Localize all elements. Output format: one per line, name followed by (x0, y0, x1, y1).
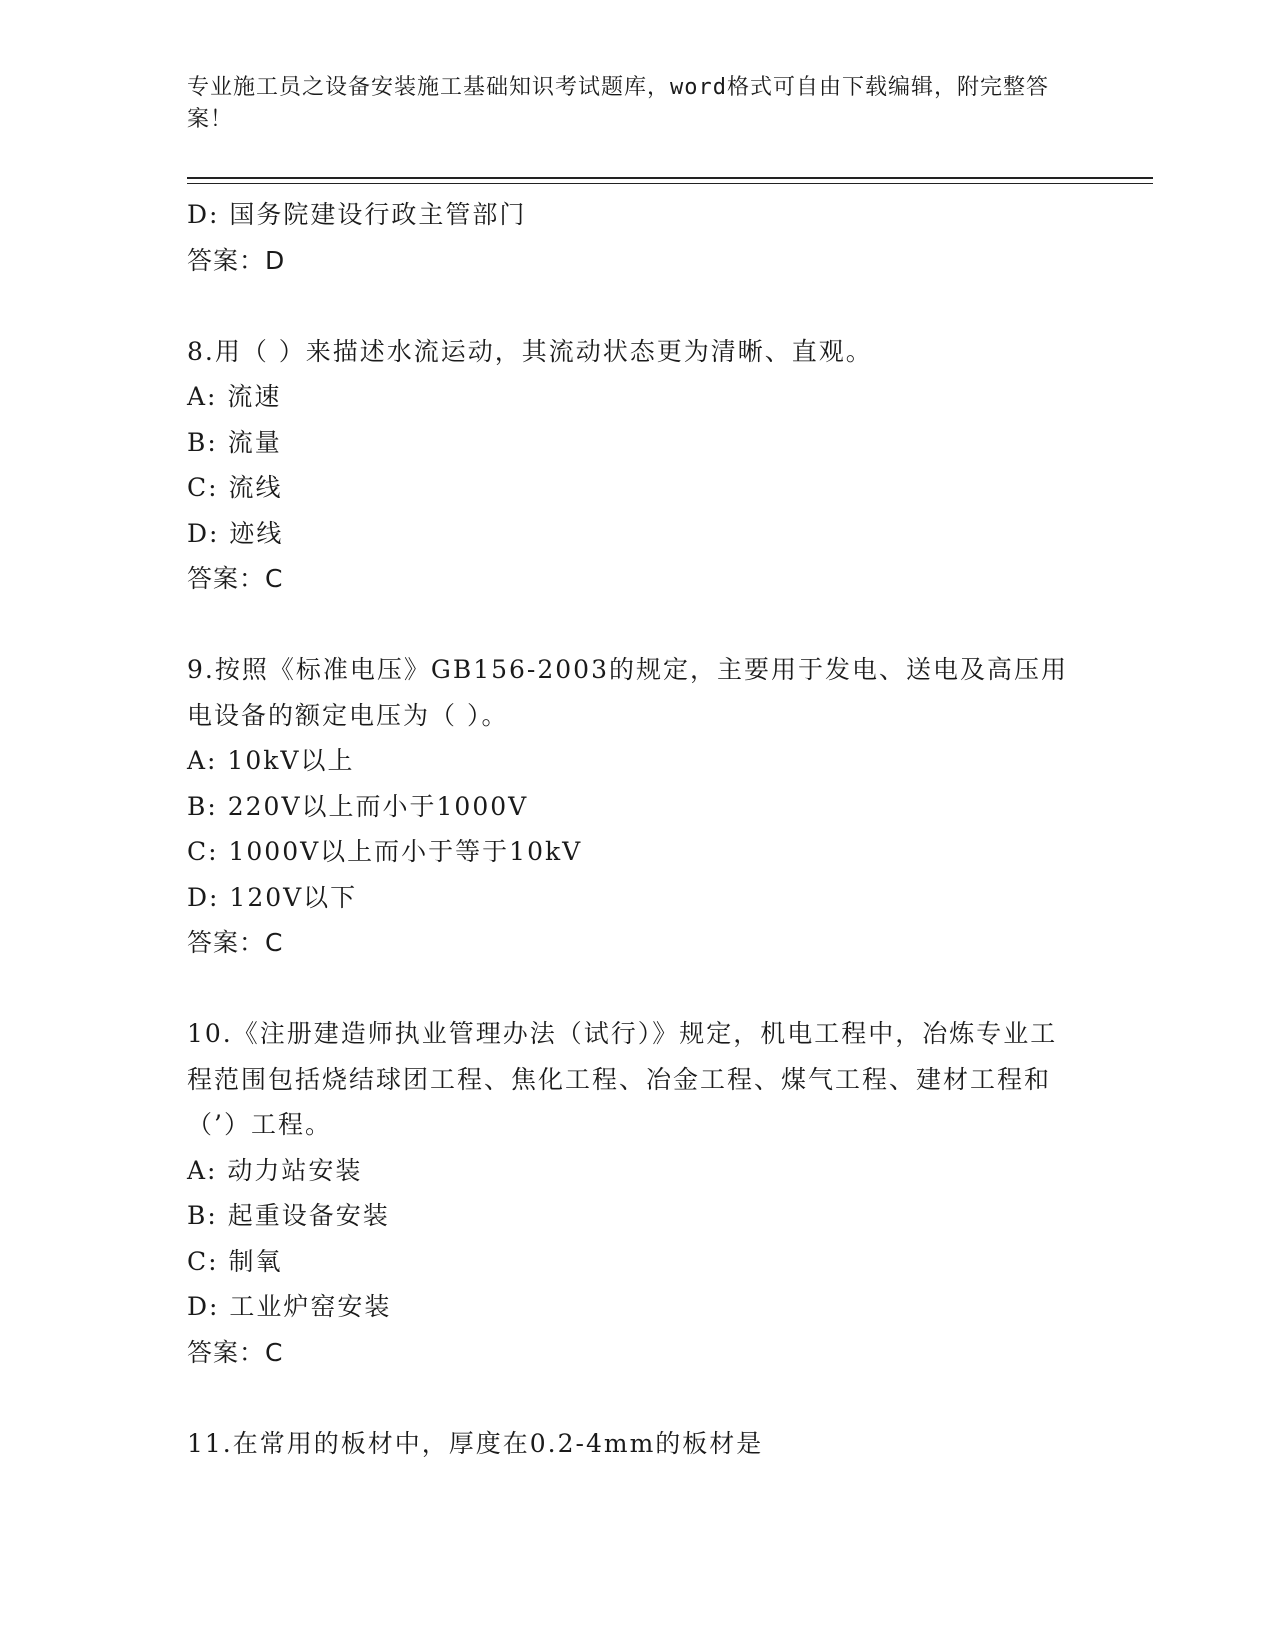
prev-option-d: D: 国务院建设行政主管部门 (187, 200, 527, 229)
header-rule-top (187, 177, 1153, 179)
question-8: 8.用（ ）来描述水流运动，其流动状态更为清晰、直观。 (187, 336, 873, 366)
q8-option-d: D: 迹线 (187, 518, 284, 548)
q9-option-b: B: 220V以上而小于1000V (187, 791, 529, 821)
q9-option-d: D: 120V以下 (187, 882, 358, 912)
q10-option-b: B: 起重设备安装 (187, 1201, 390, 1230)
spacer (187, 283, 1077, 329)
q10-answer: 答案：C (187, 1337, 284, 1367)
q9-option-c: C: 1000V以上而小于等于10kV (187, 837, 583, 866)
prev-answer: 答案：D (187, 245, 286, 275)
question-10: 10.《注册建造师执业管理办法（试行）》规定，机电工程中，冶炼专业工程范围包括烧结球团工程、焦化工程、冶金工程、煤气工程、建材工程和（’）工程。 (187, 1019, 1058, 1139)
q10-option-d: D: 工业炉窑安装 (187, 1292, 392, 1321)
q10-option-a: A: 动力站安装 (187, 1155, 363, 1185)
question-body (187, 192, 1077, 1466)
question-11: 11.在常用的板材中，厚度在0.2-4mm的板材是 (187, 1428, 764, 1458)
q8-option-a: A: 流速 (187, 382, 282, 411)
spacer (187, 602, 1077, 648)
q8-answer: 答案：C (187, 564, 284, 593)
q8-option-b: B: 流量 (187, 427, 282, 457)
q9-answer: 答案：C (187, 928, 284, 957)
spacer (187, 1375, 1077, 1421)
header-rule-bottom (187, 183, 1153, 184)
q9-option-a: A: 10kV以上 (187, 746, 355, 775)
spacer (187, 966, 1077, 1012)
q10-option-c: C: 制氧 (187, 1246, 283, 1276)
document-header: 专业施工员之设备安装施工基础知识考试题库，word格式可自由下载编辑，附完整答案！ (187, 75, 1049, 132)
question-9: 9.按照《标准电压》GB156-2003的规定，主要用于发电、送电及高压用电设备的额定电压为（ ）。 (187, 655, 1068, 730)
q8-option-c: C: 流线 (187, 473, 283, 502)
